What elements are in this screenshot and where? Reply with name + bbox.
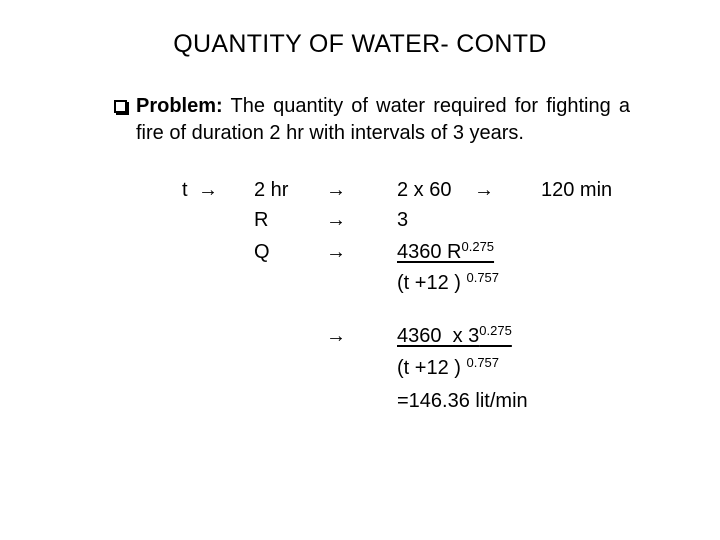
t-arrow-3-icon: → [474,179,494,201]
checkbox-bullet-icon [114,100,127,113]
step-answer: =146.36 lit/min [397,390,528,412]
q-arrow-icon: → [326,241,346,263]
step-denominator-exponent: 0.757 [466,355,500,370]
t-arrow-2-icon: → [326,179,346,201]
problem-text: The quantity of water required for fighting a fire of duration 2 hr with intervals of 3 years. [136,95,630,144]
q-denominator-base: (t +12 ) [397,272,461,294]
q-formula-numerator [397,240,494,264]
t-arrow-icon: → [198,179,218,201]
q-numerator-base: 4360 R [397,241,462,263]
step-numerator-base: 4360 x 3 [397,325,480,347]
r-arrow-icon: → [326,209,346,231]
t-calculation: 2 x 60 [397,179,452,201]
slide-title: QUANTITY OF WATER- CONTD [173,30,547,58]
t-symbol: t [182,179,188,201]
problem-label: Problem: [136,95,223,117]
problem-paragraph [114,93,630,147]
step-denominator-base: (t +12 ) [397,357,461,379]
r-symbol: R [254,209,269,231]
t-result: 120 min [541,179,613,201]
q-denominator-exponent: 0.757 [466,270,500,285]
step-formula-denominator [397,356,499,380]
q-formula-denominator [397,271,499,295]
q-numerator-exponent: 0.275 [461,239,495,254]
step-numerator-exponent: 0.275 [479,323,512,338]
problem-statement [114,93,630,147]
r-value: 3 [397,209,409,231]
step-formula-numerator [397,324,512,348]
q-symbol: Q [254,241,270,263]
t-value: 2 hr [254,179,289,201]
step-arrow-icon: → [326,325,346,347]
